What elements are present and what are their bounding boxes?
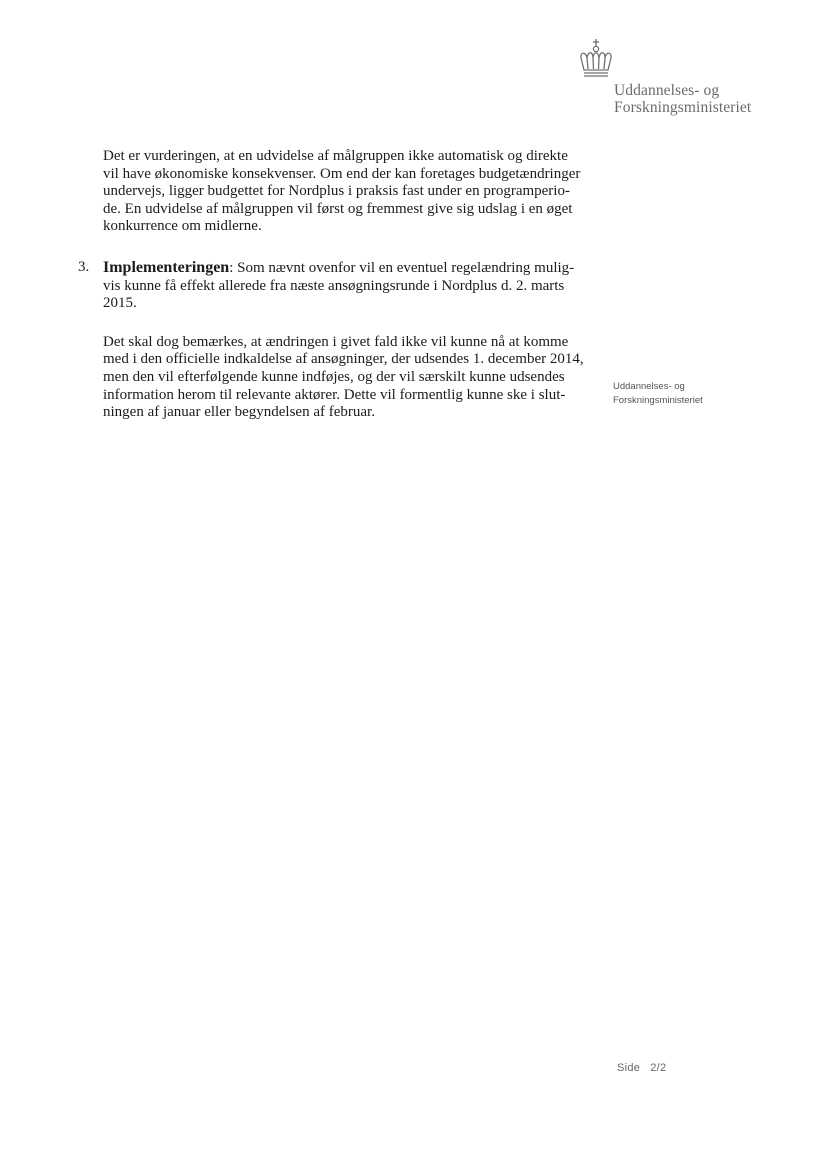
text-line: vil have økonomiske konsekvenser. Om end der kan foretages budgetændringer [103,165,581,182]
document-body [78,148,588,422]
text-line: men den vil efterfølgende kunne indføjes, og der vil særskilt kunne udsendes [103,368,565,385]
text-line: information herom til relevante aktører. Dette vil formentlig kunne ske i slut- [103,386,566,403]
sender-side-label [613,380,703,408]
text-line: Det skal dog bemærkes, at ændringen i givet fald ikke vil kunne nå at komme [103,333,569,350]
numbered-item-3 [78,258,588,313]
text-line: med i den officielle indkaldelse af ansøgninger, der udsendes 1. december 2014, [103,351,584,368]
page-number [617,1062,666,1074]
ministry-name-line2: Forskningsministeriet [614,99,752,116]
side-label-line1: Uddannelses- og [613,381,685,392]
text-line: undervejs, ligger budgettet for Nordplus i praksis fast under en programperio- [103,183,570,200]
item-lead-term: Implementeringen [103,258,230,276]
text-line: Det er vurderingen, at en udvidelse af målgruppen ikke automatisk og direkte [103,148,568,164]
text-line: konkurrence om midlerne. [103,218,262,235]
text-line: vis kunne få effekt allerede fra næste ansøgningsrunde i Nordplus d. 2. marts [103,277,565,294]
ministry-name-line1: Uddannelses- og [614,82,720,99]
ministry-name [614,82,751,116]
text-line: de. En udvidelse af målgruppen vil først og fremmest give sig udslag i en øget [103,200,573,217]
page-label: Side [617,1062,641,1074]
text-line: 2015. [103,295,137,312]
side-label-line2: Forskningsministeriet [613,395,703,406]
item-number: 3. [78,258,90,275]
page-value: 2/2 [650,1062,667,1074]
paragraph-implementation-note [103,334,588,422]
paragraph-economic-consequences [103,148,588,236]
text-line: ningen af januar eller begyndelsen af februar. [103,404,375,421]
text-line: : Som nævnt ovenfor vil en eventuel regelændring mulig- [229,259,575,276]
crown-icon [576,38,616,82]
